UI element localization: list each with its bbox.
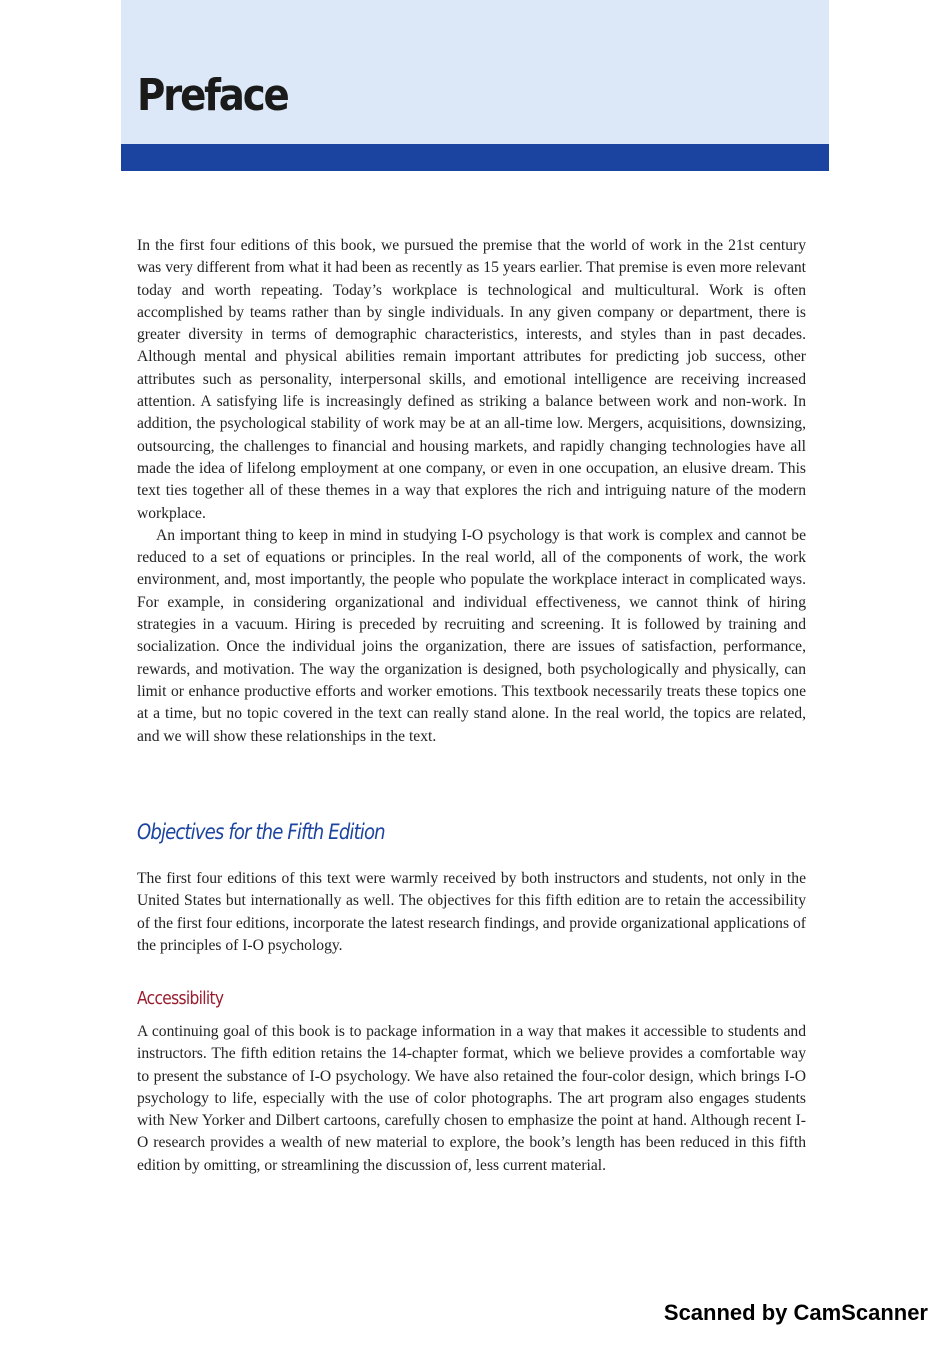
header-rule: [121, 144, 829, 171]
accessibility-heading: Accessibility: [137, 988, 224, 1009]
page-title: Preface: [137, 70, 288, 121]
intro-paragraph-1: In the first four editions of this book, we pursued the premise that the world of work in the 21st century was very different from what it had been as recently as 15 years earlier. That premise is even more relevant today and worth repeating. Today’s workplace is technological and multicultural. Work is often accomplished by teams rather than by single individuals. In any given company or department, there is greater diversity in terms of demographic characteristics, interests, and styles than in past decades. Although mental and physical abilities remain important attributes for predicting job success, other attributes such as personality, interpersonal skills, and emotional intelligence are receiving increased attention. A satisfying life is increasingly defined as striking a balance between work and non-work. In addition, the psychological stability of work may be at an all-time low. Mergers, acquisitions, downsizing, outsourcing, the challenges to financial and housing markets, and rapidly changing technologies have all made the idea of lifelong employment at one company, or even in one occupation, an elusive dream. This text ties together all of these themes in a way that explores the rich and intriguing nature of the modern workplace.: [137, 237, 806, 522]
objectives-heading: Objectives for the Fifth Edition: [137, 820, 385, 844]
intro-text: [137, 235, 806, 748]
objectives-paragraph: The first four editions of this text were warmly received by both instructors and students, not only in the United States but internationally as well. The objectives for this fifth edition are to retain the accessibility of the first four editions, incorporate the latest research findings, and provide organizational applications of the principles of I-O psychology.: [137, 870, 806, 954]
intro-paragraph-2: An important thing to keep in mind in studying I-O psychology is that work is complex and cannot be reduced to a set of equations or principles. In the real world, all of the components of work, the work environment, and, most importantly, the people who populate the workplace interact in complicated ways. For example, in considering organizational and individual effectiveness, we cannot think of hiring strategies in a vacuum. Hiring is preceded by recruiting and screening. It is followed by training and socialization. Once the individual joins the organization, there are issues of satisfaction, performance, rewards, and motivation. The way the organization is designed, both psychologically and physically, can limit or enhance productive efforts and worker emotions. This textbook necessarily treats these topics one at a time, but no topic covered in the text can really stand alone. In the real world, the topics are related, and we will show these relationships in the text.: [137, 526, 806, 745]
objectives-text: [137, 868, 806, 957]
scanner-watermark: Scanned by CamScanner: [663, 1300, 928, 1325]
accessibility-text: [137, 1021, 806, 1177]
accessibility-paragraph: A continuing goal of this book is to package information in a way that makes it accessible to students and instructors. The fifth edition retains the 14-chapter format, which we believe provides a comfortable way to present the substance of I-O psychology. We have also retained the four-color design, which brings I-O psychology to life, especially with the use of color photographs. The art program also engages students with New Yorker and Dilbert cartoons, carefully chosen to emphasize the point at hand. Although recent I-O research provides a wealth of new material to explore, the book’s length has been reduced in this fifth edition by omitting, or streamlining the discussion of, less current material.: [137, 1023, 806, 1174]
